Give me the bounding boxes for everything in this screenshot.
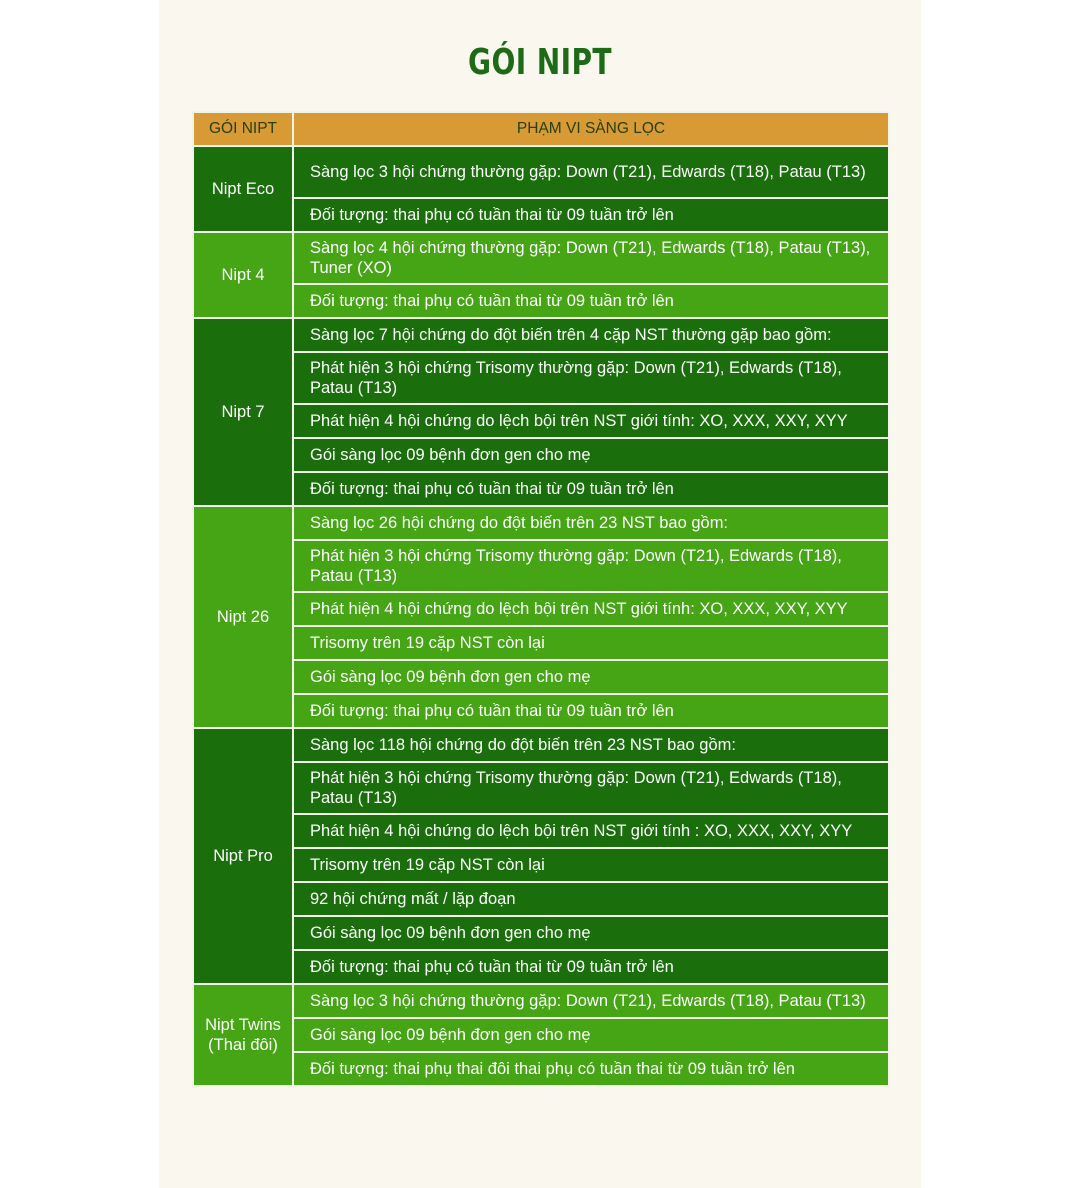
scope-item: Sàng lọc 7 hội chứng do đột biến trên 4 cặp NST thường gặp bao gồm: — [293, 318, 889, 352]
scope-item: Phát hiện 3 hội chứng Trisomy thường gặp: Down (T21), Edwards (T18), Patau (T13) — [293, 540, 889, 592]
header-package: GÓI NIPT — [193, 112, 293, 146]
table-row — [193, 728, 889, 762]
scope-item: Phát hiện 3 hội chứng Trisomy thường gặp: Down (T21), Edwards (T18), Patau (T13) — [293, 762, 889, 814]
scope-item: Đối tượng: thai phụ có tuần thai từ 09 tuần trở lên — [293, 950, 889, 984]
table-row — [193, 916, 889, 950]
scope-item: Đối tượng: thai phụ có tuần thai từ 09 tuần trở lên — [293, 198, 889, 232]
scope-item: Sàng lọc 3 hội chứng thường gặp: Down (T21), Edwards (T18), Patau (T13) — [293, 984, 889, 1018]
header-scope: PHẠM VI SÀNG LỌC — [293, 112, 889, 146]
table-row — [193, 1052, 889, 1086]
package-name-26: Nipt 26 — [193, 506, 293, 728]
table-row — [193, 694, 889, 728]
table-row — [193, 404, 889, 438]
table-row — [193, 882, 889, 916]
package-name-eco: Nipt Eco — [193, 146, 293, 232]
table-row — [193, 848, 889, 882]
table-row — [193, 146, 889, 198]
scope-item: Trisomy trên 19 cặp NST còn lại — [293, 848, 889, 882]
package-name-twins: Nipt Twins (Thai đôi) — [193, 984, 293, 1086]
table-row — [193, 318, 889, 352]
scope-item: Gói sàng lọc 09 bệnh đơn gen cho mẹ — [293, 660, 889, 694]
scope-item: Sàng lọc 3 hội chứng thường gặp: Down (T21), Edwards (T18), Patau (T13) — [293, 146, 889, 198]
table-row — [193, 626, 889, 660]
table-row — [193, 506, 889, 540]
table-header-row — [193, 112, 889, 146]
table-row — [193, 198, 889, 232]
scope-item: Sàng lọc 26 hội chứng do đột biến trên 23 NST bao gồm: — [293, 506, 889, 540]
table-row — [193, 762, 889, 814]
nipt-table — [192, 111, 890, 1087]
package-name-pro: Nipt Pro — [193, 728, 293, 984]
scope-item: Phát hiện 3 hội chứng Trisomy thường gặp: Down (T21), Edwards (T18), Patau (T13) — [293, 352, 889, 404]
table-row — [193, 1018, 889, 1052]
scope-item: Gói sàng lọc 09 bệnh đơn gen cho mẹ — [293, 1018, 889, 1052]
scope-item: Đối tượng: thai phụ có tuần thai từ 09 tuần trở lên — [293, 284, 889, 318]
scope-item: Sàng lọc 4 hội chứng thường gặp: Down (T21), Edwards (T18), Patau (T13), Tuner (XO) — [293, 232, 889, 284]
table-row — [193, 984, 889, 1018]
package-name-7: Nipt 7 — [193, 318, 293, 506]
scope-item: 92 hội chứng mất / lặp đoạn — [293, 882, 889, 916]
scope-item: Đối tượng: thai phụ có tuần thai từ 09 tuần trở lên — [293, 694, 889, 728]
table-row — [193, 472, 889, 506]
table-row — [193, 950, 889, 984]
scope-item: Đối tượng: thai phụ có tuần thai từ 09 tuần trở lên — [293, 472, 889, 506]
scope-item: Phát hiện 4 hội chứng do lệch bội trên NST giới tính : XO, XXX, XXY, XYY — [293, 814, 889, 848]
table-row — [193, 352, 889, 404]
scope-item: Gói sàng lọc 09 bệnh đơn gen cho mẹ — [293, 916, 889, 950]
page-title: GÓI NIPT — [468, 42, 612, 83]
table-row — [193, 438, 889, 472]
scope-item: Phát hiện 4 hội chứng do lệch bội trên NST giới tính: XO, XXX, XXY, XYY — [293, 592, 889, 626]
scope-item: Gói sàng lọc 09 bệnh đơn gen cho mẹ — [293, 438, 889, 472]
table-row — [193, 540, 889, 592]
scope-item: Đối tượng: thai phụ thai đôi thai phụ có tuần thai từ 09 tuần trở lên — [293, 1052, 889, 1086]
scope-item: Sàng lọc 118 hội chứng do đột biến trên 23 NST bao gồm: — [293, 728, 889, 762]
table-row — [193, 660, 889, 694]
scope-item: Trisomy trên 19 cặp NST còn lại — [293, 626, 889, 660]
package-name-4: Nipt 4 — [193, 232, 293, 318]
table-row — [193, 232, 889, 284]
scope-item: Phát hiện 4 hội chứng do lệch bội trên NST giới tính: XO, XXX, XXY, XYY — [293, 404, 889, 438]
table-row — [193, 592, 889, 626]
table-row — [193, 814, 889, 848]
table-row — [193, 284, 889, 318]
